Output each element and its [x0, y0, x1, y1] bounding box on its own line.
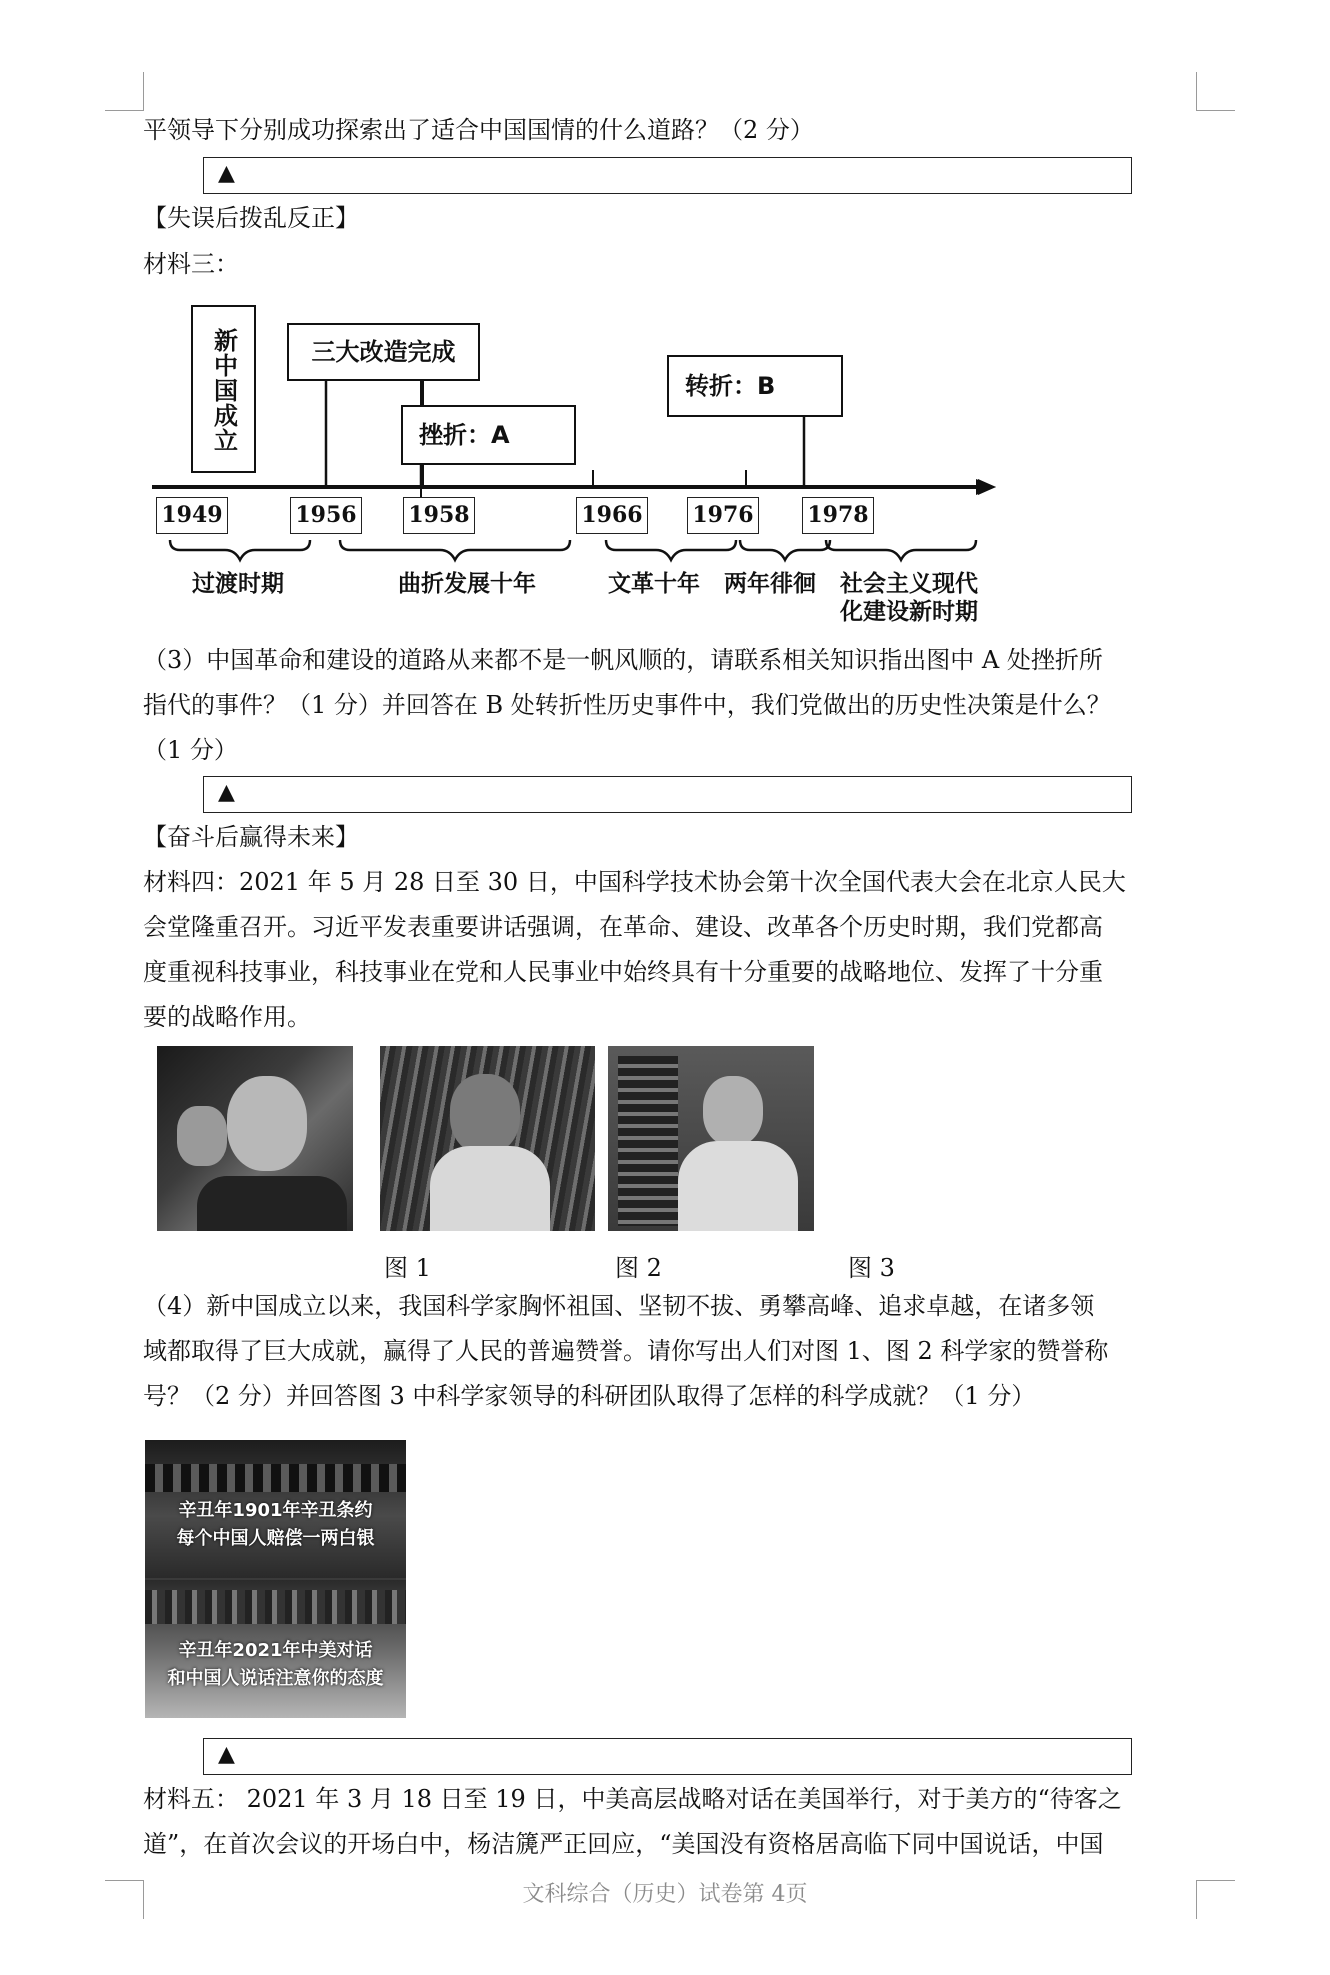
- caption-figure-3: 图 3: [848, 1254, 895, 1282]
- period-transition: 过渡时期: [192, 571, 284, 597]
- scientist-photo-2: [380, 1046, 595, 1231]
- page-footer: 文科综合（历史）试卷第 4页: [522, 1882, 808, 1907]
- poster-bottom-line1: 辛丑年2021年中美对话: [178, 1640, 373, 1661]
- period-culture: 文革十年: [608, 571, 700, 597]
- poster-bottom-panel: [145, 1580, 406, 1718]
- poster-bottom-line2: 和中国人说话注意你的态度: [167, 1668, 384, 1689]
- answer-box-4[interactable]: [203, 1738, 1132, 1775]
- timeline-box-reform-label: 三大改造完成: [311, 338, 456, 366]
- answer-marker: ▲: [218, 780, 235, 805]
- timeline-year-1966: 1966: [576, 497, 648, 534]
- material-4-line1: 材料四：2021 年 5 月 28 日至 30 日，中国科学技术协会第十次全国代表大会在北京人民大: [143, 868, 1126, 896]
- timeline-box-founding: [191, 305, 256, 473]
- question-4-line1: （4）新中国成立以来，我国科学家胸怀祖国、坚韧不拔、勇攀高峰、追求卓越，在诸多领: [143, 1292, 1095, 1320]
- question-3-line3: （1 分）: [143, 736, 238, 764]
- period-tortuous: 曲折发展十年: [398, 571, 536, 597]
- question-3-line1: （3）中国革命和建设的道路从来都不是一帆风顺的，请联系相关知识指出图中 A 处挫折所: [143, 646, 1103, 674]
- timeline-box-turn: [667, 355, 843, 417]
- scientist-photo-3: [608, 1046, 814, 1231]
- timeline-box-founding-label: 新中国成立: [209, 327, 238, 453]
- material-3-label: 材料三：: [143, 250, 239, 278]
- material-4-line4: 要的战略作用。: [143, 1003, 311, 1031]
- timeline-box-turn-label: 转折：B: [685, 372, 776, 400]
- poster-image: [145, 1440, 406, 1718]
- caption-figure-1: 图 1: [384, 1254, 431, 1282]
- timeline-year-1949: 1949: [156, 497, 228, 534]
- answer-marker: ▲: [218, 161, 235, 186]
- caption-figure-2: 图 2: [615, 1254, 662, 1282]
- question-2-tail: 平领导下分别成功探索出了适合中国国情的什么道路？（2 分）: [143, 116, 814, 144]
- material-5-line1: 材料五： 2021 年 3 月 18 日至 19 日，中美高层战略对话在美国举行，对于美方的“待客之: [143, 1785, 1122, 1813]
- timeline-box-setback-label: 挫折：A: [419, 421, 510, 449]
- question-4-line3: 号？（2 分）并回答图 3 中科学家领导的科研团队取得了怎样的科学成就？（1 分）: [143, 1382, 1036, 1410]
- answer-marker: ▲: [218, 1742, 235, 1767]
- answer-box-2[interactable]: [203, 157, 1132, 194]
- poster-top-line1: 辛丑年1901年辛丑条约: [178, 1500, 373, 1521]
- corner-mark-top-left: [105, 72, 144, 111]
- question-4-line2: 域都取得了巨大成就，赢得了人民的普遍赞誉。请你写出人们对图 1、图 2 科学家的赞誉称: [143, 1337, 1109, 1365]
- timeline-year-1958: 1958: [403, 497, 475, 534]
- poster-top-line2: 每个中国人赔偿一两白银: [176, 1528, 375, 1549]
- timeline-box-reform: [287, 323, 480, 381]
- material-5-line2: 道”，在首次会议的开场白中，杨洁篪严正回应，“美国没有资格居高临下同中国说话，中国: [143, 1830, 1104, 1858]
- timeline-year-1978: 1978: [802, 497, 874, 534]
- section-heading-future: 【奋斗后赢得未来】: [143, 823, 359, 851]
- period-wander: 两年徘徊: [724, 571, 816, 597]
- timeline-year-1956: 1956: [290, 497, 362, 534]
- material-4-line3: 度重视科技事业，科技事业在党和人民事业中始终具有十分重要的战略地位、发挥了十分重: [143, 958, 1103, 986]
- answer-box-3[interactable]: [203, 776, 1132, 813]
- question-3-line2: 指代的事件？（1 分）并回答在 B 处转折性历史事件中，我们党做出的历史性决策是什么？: [143, 691, 1111, 719]
- section-heading-errors: 【失误后拨乱反正】: [143, 204, 359, 232]
- period-modern-line2: 化建设新时期: [840, 599, 978, 625]
- poster-top-panel: [145, 1440, 406, 1578]
- timeline-year-1976: 1976: [687, 497, 759, 534]
- corner-mark-top-right: [1196, 72, 1235, 111]
- material-4-line2: 会堂隆重召开。习近平发表重要讲话强调，在革命、建设、改革各个历史时期，我们党都高: [143, 913, 1103, 941]
- scientist-photo-1: [157, 1046, 353, 1231]
- period-modern-line1: 社会主义现代: [840, 571, 978, 597]
- timeline-box-setback: [401, 405, 576, 465]
